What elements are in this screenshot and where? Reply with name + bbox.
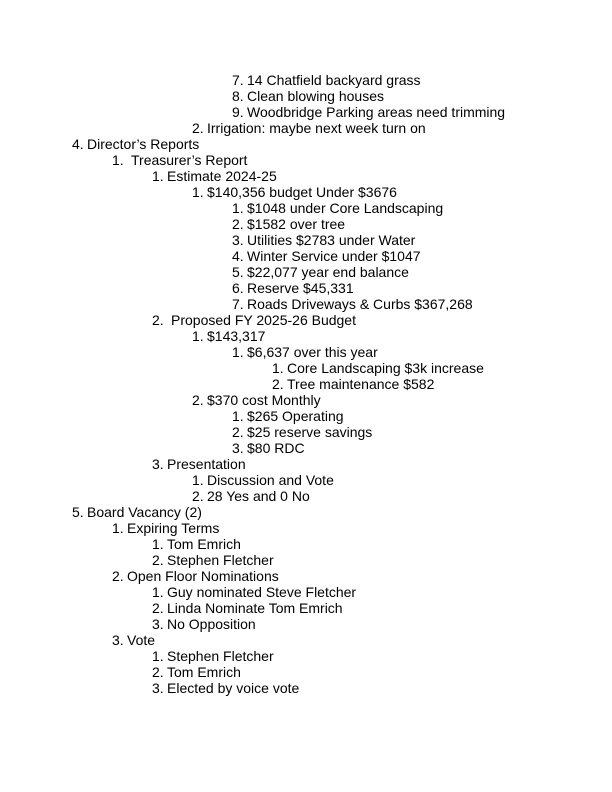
outline-item-text: Discussion and Vote bbox=[207, 472, 334, 488]
outline-item-text: $140,356 budget Under $3676 bbox=[207, 184, 397, 200]
outline-item-text: Director’s Reports bbox=[87, 136, 200, 152]
outline-item bbox=[0, 520, 612, 536]
outline-item-text: Presentation bbox=[167, 456, 246, 472]
outline-item-text: Tree maintenance $582 bbox=[287, 376, 435, 392]
outline-item-number: 3. bbox=[152, 456, 164, 472]
outline-item-number: 2. bbox=[272, 376, 284, 392]
outline-item bbox=[0, 376, 612, 392]
outline-item bbox=[0, 296, 612, 312]
outline-item-text: Irrigation: maybe next week turn on bbox=[207, 120, 426, 136]
outline-item bbox=[0, 152, 612, 168]
outline-item-number: 1. bbox=[272, 360, 284, 376]
outline-item-number: 2. bbox=[112, 568, 124, 584]
outline-item-text: $1582 over tree bbox=[247, 216, 346, 232]
outline-item-text: Core Landscaping $3k increase bbox=[287, 360, 484, 376]
outline-item-text: Clean blowing houses bbox=[247, 88, 384, 104]
outline-item-text: Utilities $2783 under Water bbox=[247, 232, 416, 248]
outline-item-number: 7. bbox=[232, 72, 244, 88]
outline-item bbox=[0, 632, 612, 648]
outline-item-text: No Opposition bbox=[167, 616, 256, 632]
outline-item-text: Reserve $45,331 bbox=[247, 280, 354, 296]
outline-item-number: 5. bbox=[232, 264, 244, 280]
outline-item-text: Woodbridge Parking areas need trimming bbox=[247, 104, 506, 120]
outline-item-number: 1. bbox=[152, 168, 164, 184]
outline-item-number: 2. bbox=[232, 216, 244, 232]
meeting-minutes-outline bbox=[0, 72, 612, 696]
outline-item bbox=[0, 552, 612, 568]
outline-item-text: Estimate 2024-25 bbox=[167, 168, 277, 184]
outline-item bbox=[0, 440, 612, 456]
outline-item-text: Tom Emrich bbox=[167, 664, 241, 680]
outline-item bbox=[0, 216, 612, 232]
outline-item-number: 6. bbox=[232, 280, 244, 296]
outline-item-text: Roads Driveways & Curbs $367,268 bbox=[247, 296, 473, 312]
outline-item bbox=[0, 168, 612, 184]
outline-item bbox=[0, 648, 612, 664]
outline-item bbox=[0, 360, 612, 376]
outline-item bbox=[0, 504, 612, 520]
outline-item-text: 14 Chatfield backyard grass bbox=[247, 72, 421, 88]
outline-item-number: 4. bbox=[72, 136, 84, 152]
outline-item-text: Treasurer’s Report bbox=[131, 152, 248, 168]
outline-item bbox=[0, 392, 612, 408]
outline-item-number: 2. bbox=[152, 552, 164, 568]
outline-item-number: 1. bbox=[232, 344, 244, 360]
outline-item bbox=[0, 280, 612, 296]
outline-item-text: Linda Nominate Tom Emrich bbox=[167, 600, 343, 616]
outline-item-number: 8. bbox=[232, 88, 244, 104]
outline-item-text: $370 cost Monthly bbox=[207, 392, 321, 408]
outline-item-number: 3. bbox=[112, 632, 124, 648]
outline-item bbox=[0, 568, 612, 584]
outline-item bbox=[0, 104, 612, 120]
outline-item-text: Expiring Terms bbox=[127, 520, 220, 536]
outline-item bbox=[0, 616, 612, 632]
outline-item-number: 1. bbox=[112, 152, 124, 168]
outline-item-text: $22,077 year end balance bbox=[247, 264, 409, 280]
outline-item bbox=[0, 88, 612, 104]
outline-item-text: $143,317 bbox=[207, 328, 266, 344]
outline-item-number: 3. bbox=[232, 232, 244, 248]
outline-item-text: $25 reserve savings bbox=[247, 424, 373, 440]
outline-item bbox=[0, 680, 612, 696]
outline-item-text: Board Vacancy (2) bbox=[87, 504, 202, 520]
outline-item bbox=[0, 328, 612, 344]
outline-item-number: 1. bbox=[152, 536, 164, 552]
outline-item-text: Vote bbox=[127, 632, 156, 648]
outline-item-number: 1. bbox=[112, 520, 124, 536]
outline-item-number: 2. bbox=[232, 424, 244, 440]
outline-item-number: 3. bbox=[152, 680, 164, 696]
outline-item-number: 1. bbox=[192, 328, 204, 344]
outline-item bbox=[0, 264, 612, 280]
outline-item-number: 2. bbox=[192, 120, 204, 136]
outline-item-number: 3. bbox=[152, 616, 164, 632]
outline-item bbox=[0, 136, 612, 152]
outline-item bbox=[0, 248, 612, 264]
outline-item bbox=[0, 472, 612, 488]
outline-item-text: Stephen Fletcher bbox=[167, 552, 274, 568]
outline-item-text: Elected by voice vote bbox=[167, 680, 300, 696]
outline-item bbox=[0, 408, 612, 424]
outline-item-number: 2. bbox=[192, 392, 204, 408]
outline-item-text: $1048 under Core Landscaping bbox=[247, 200, 444, 216]
outline-item bbox=[0, 200, 612, 216]
outline-item bbox=[0, 312, 612, 328]
outline-item bbox=[0, 72, 612, 88]
outline-item-number: 1. bbox=[232, 200, 244, 216]
outline-item-text: Winter Service under $1047 bbox=[247, 248, 421, 264]
outline-item bbox=[0, 536, 612, 552]
outline-item-number: 3. bbox=[232, 440, 244, 456]
outline-item-number: 1. bbox=[192, 472, 204, 488]
outline-item bbox=[0, 584, 612, 600]
outline-item-text: Guy nominated Steve Fletcher bbox=[167, 584, 357, 600]
outline-item-number: 4. bbox=[232, 248, 244, 264]
outline-item-text: Proposed FY 2025-26 Budget bbox=[171, 312, 356, 328]
outline-item bbox=[0, 488, 612, 504]
outline-item bbox=[0, 344, 612, 360]
outline-item bbox=[0, 600, 612, 616]
outline-item bbox=[0, 664, 612, 680]
outline-item bbox=[0, 456, 612, 472]
outline-item bbox=[0, 120, 612, 136]
outline-item-text: Tom Emrich bbox=[167, 536, 241, 552]
outline-item bbox=[0, 232, 612, 248]
outline-item-number: 2. bbox=[152, 664, 164, 680]
outline-item-number: 1. bbox=[192, 184, 204, 200]
outline-item-number: 1. bbox=[232, 408, 244, 424]
outline-item-text: $6,637 over this year bbox=[247, 344, 378, 360]
outline-item-text: $265 Operating bbox=[247, 408, 344, 424]
outline-item-number: 1. bbox=[152, 648, 164, 664]
outline-item-text: $80 RDC bbox=[247, 440, 305, 456]
outline-item-number: 1. bbox=[152, 584, 164, 600]
outline-item-number: 2. bbox=[152, 600, 164, 616]
outline-item bbox=[0, 184, 612, 200]
outline-item-text: Open Floor Nominations bbox=[127, 568, 279, 584]
outline-item-number: 9. bbox=[232, 104, 244, 120]
outline-item-text: 28 Yes and 0 No bbox=[207, 488, 310, 504]
outline-item-number: 2. bbox=[192, 488, 204, 504]
outline-item bbox=[0, 424, 612, 440]
outline-item-number: 7. bbox=[232, 296, 244, 312]
outline-item-number: 2. bbox=[152, 312, 164, 328]
outline-item-number: 5. bbox=[72, 504, 84, 520]
outline-item-text: Stephen Fletcher bbox=[167, 648, 274, 664]
